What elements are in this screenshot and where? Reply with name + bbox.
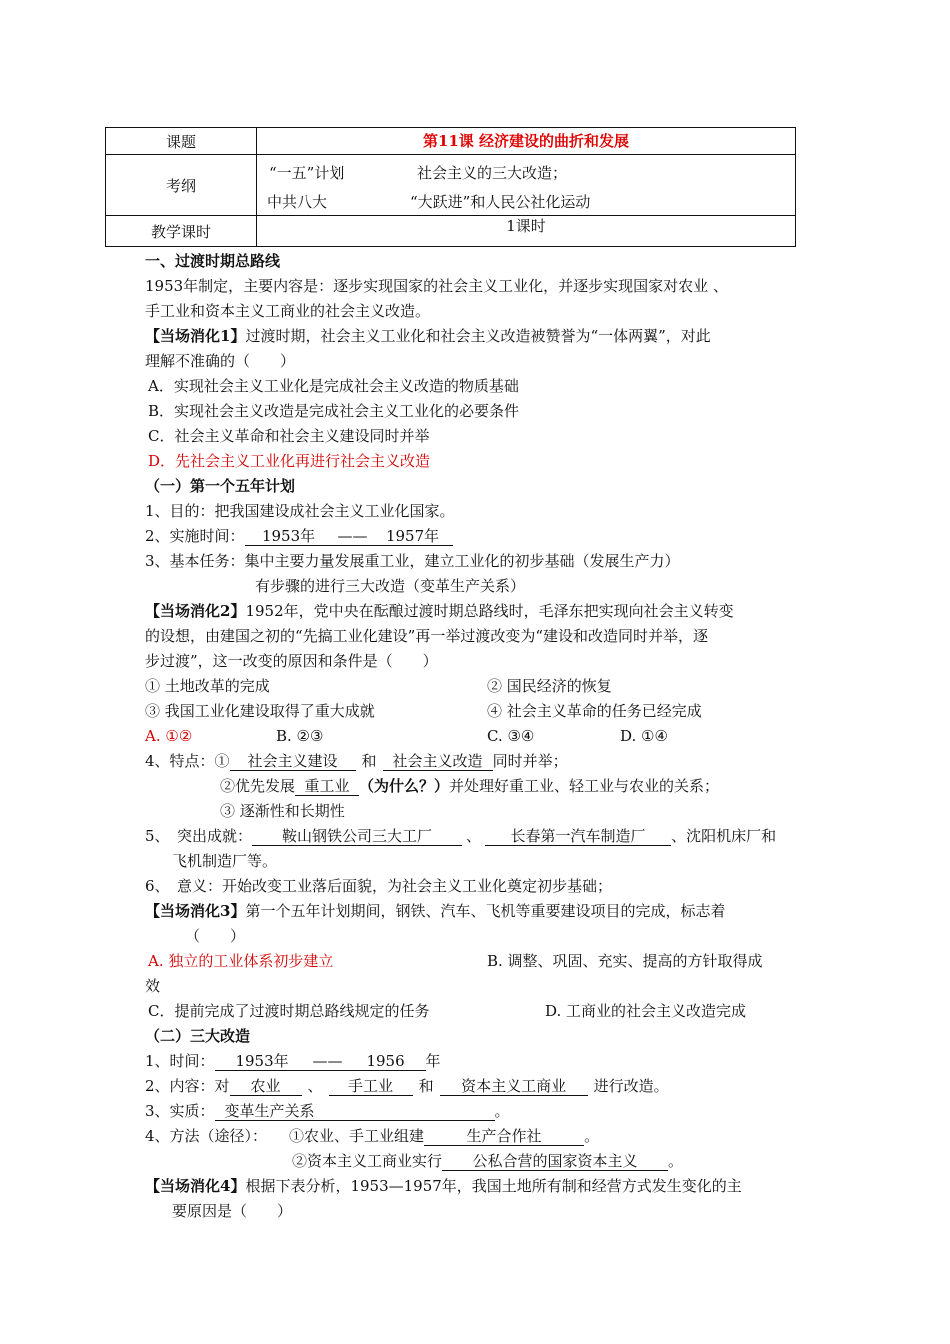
blank-answer: 1953年 <box>215 1052 310 1071</box>
blank-answer: 变革生产关系 <box>215 1102 495 1121</box>
outline-cell <box>257 155 796 216</box>
option-2: ② 国民经济的恢复 <box>487 677 612 695</box>
question-text: 要原因是（ ） <box>172 1202 293 1220</box>
blank-answer: 重工业 <box>295 777 359 796</box>
option-b: B．实现社会主义改造是完成社会主义工业化的必要条件 <box>148 402 520 420</box>
hours-value: 1课时 <box>257 216 796 247</box>
option-b: B. 调整、巩固、充实、提高的方针取得成 <box>487 952 763 970</box>
question-tag: 【当场消化4】 <box>145 1177 246 1195</box>
topic-label: 课题 <box>106 128 257 155</box>
blank-answer: 社会主义改造 <box>383 752 493 771</box>
plan-time-line: 2、实施时间： 1953年 —— 1957年 <box>145 526 453 546</box>
option-c: C．社会主义革命和社会主义建设同时并举 <box>148 427 430 445</box>
paragraph: 6、 意义：开始改变工业落后面貌，为社会主义工业化奠定初步基础； <box>145 877 613 895</box>
option-b: B. ②③ <box>276 727 324 745</box>
reform-method-line-1: 4、方法（途径）： ①农业、手工业组建 生产合作社 。 <box>145 1127 600 1145</box>
question-text: 步过渡”，这一改变的原因和条件是（ ） <box>145 652 438 670</box>
outline-item: “一五”计划 <box>269 164 345 182</box>
outline-item: 社会主义的三大改造； <box>417 164 568 182</box>
blank-answer: 公私合营的国家资本主义 <box>442 1152 668 1171</box>
paragraph: 3、基本任务：集中主要力量发展重工业，建立工业化的初步基础（发展生产力） <box>145 552 680 570</box>
option-a-answer: A. 独立的工业体系初步建立 <box>148 952 334 970</box>
paragraph: 有步骤的进行三大改造（变革生产关系） <box>255 577 526 595</box>
blank-answer: 生产合作社 <box>424 1127 584 1146</box>
question-tag: 【当场消化3】 <box>145 902 246 920</box>
question-text: 理解不准确的（ ） <box>145 352 296 370</box>
reform-method-line-2: ②资本主义工商业实行 公私合营的国家资本主义 。 <box>292 1152 684 1170</box>
blank-answer: 1957年 <box>373 527 453 546</box>
question-2-stem <box>145 601 734 621</box>
outline-item: 中共八大 <box>267 193 328 211</box>
paragraph: 1953年制定，主要内容是：逐步实现国家的社会主义工业化，并逐步实现国家对农业 、 <box>145 277 728 295</box>
option-4: ④ 社会主义革命的任务已经完成 <box>487 702 702 720</box>
paragraph: 手工业和资本主义工商业的社会主义改造。 <box>145 302 431 320</box>
question-text: （ ） <box>185 927 246 945</box>
option-c: C. ③④ <box>487 727 535 745</box>
blank-answer: 长春第一汽车制造厂 <box>485 827 671 846</box>
option-d-answer: D．先社会主义工业化再进行社会主义改造 <box>148 452 431 470</box>
question-4-stem <box>145 1176 742 1196</box>
question-3-stem <box>145 901 725 921</box>
features-line-3: ③ 逐渐性和长期性 <box>220 802 345 820</box>
question-tag: 【当场消化2】 <box>145 602 246 620</box>
blank-answer: 社会主义建设 <box>230 752 356 771</box>
blank-answer: 资本主义工商业 <box>440 1077 588 1096</box>
page-title: 第11课 经济建设的曲折和发展 <box>257 128 796 155</box>
reform-content-line: 2、内容：对 农业 、 手工业 和 资本主义工商业 进行改造。 <box>145 1077 669 1095</box>
paragraph: 1、目的：把我国建设成社会主义工业化国家。 <box>145 502 455 520</box>
blank-answer: —— <box>310 1052 346 1071</box>
features-line-2: ②优先发展 重工业 （为什么？）并处理好重工业、轻工业与农业的关系； <box>220 777 720 795</box>
reform-nature-line: 3、实质： 变革生产关系 。 <box>145 1102 510 1120</box>
blank-answer: —— <box>333 527 373 546</box>
features-line-1: 4、特点：① 社会主义建设 和 社会主义改造 同时并举； <box>145 752 568 770</box>
option-b-cont: 效 <box>145 977 161 995</box>
question-text: 的设想，由建国之初的“先搞工业化建设”再一举过渡改变为“建设和改造同时并举，逐 <box>145 627 709 645</box>
blank-answer: 1956 <box>346 1052 426 1071</box>
blank-answer: 农业 <box>230 1077 302 1096</box>
section-heading: （一）第一个五年计划 <box>145 477 296 495</box>
reform-time-line: 1、时间： 1953年 —— 1956 年 <box>145 1052 441 1070</box>
option-d: D. ①④ <box>620 727 668 745</box>
question-text: 第一个五年计划期间，钢铁、汽车、飞机等重要建设项目的完成，标志着 <box>245 902 726 920</box>
blank-answer: 1953年 <box>245 527 333 546</box>
lesson-header-table <box>105 127 796 247</box>
hours-label: 教学课时 <box>106 216 257 247</box>
question-tag: 【当场消化1】 <box>145 327 246 345</box>
section-heading: （二）三大改造 <box>145 1027 251 1045</box>
option-1: ① 土地改革的完成 <box>145 677 270 695</box>
question-text: 过渡时期，社会主义工业化和社会主义改造被赞誉为“一体两翼”，对此 <box>245 327 711 345</box>
outline-item: “大跃进”和人民公社化运动 <box>410 193 591 211</box>
option-a: A．实现社会主义工业化是完成社会主义改造的物质基础 <box>148 377 519 395</box>
option-3: ③ 我国工业化建设取得了重大成就 <box>145 702 375 720</box>
achievements-line-1: 5、 突出成就： 鞍山钢铁公司三大工厂 、 长春第一汽车制造厂 、沈阳机床厂和 <box>145 827 777 845</box>
outline-label: 考纲 <box>106 155 257 216</box>
question-1-stem <box>145 326 711 346</box>
blank-answer: 手工业 <box>329 1077 413 1096</box>
question-text: 根据下表分析，1953—1957年，我国土地所有制和经营方式发生变化的主 <box>245 1177 742 1195</box>
blank-answer: 鞍山钢铁公司三大工厂 <box>252 827 462 846</box>
option-d: D. 工商业的社会主义改造完成 <box>545 1002 747 1020</box>
option-a-answer: A. ①② <box>145 727 193 745</box>
option-c: C．提前完成了过渡时期总路线规定的任务 <box>148 1002 430 1020</box>
section-heading: 一、过渡时期总路线 <box>145 252 281 270</box>
paragraph: 飞机制造厂等。 <box>172 852 278 870</box>
question-text: 1952年，党中央在酝酿过渡时期总路线时，毛泽东把实现向社会主义转变 <box>245 602 734 620</box>
